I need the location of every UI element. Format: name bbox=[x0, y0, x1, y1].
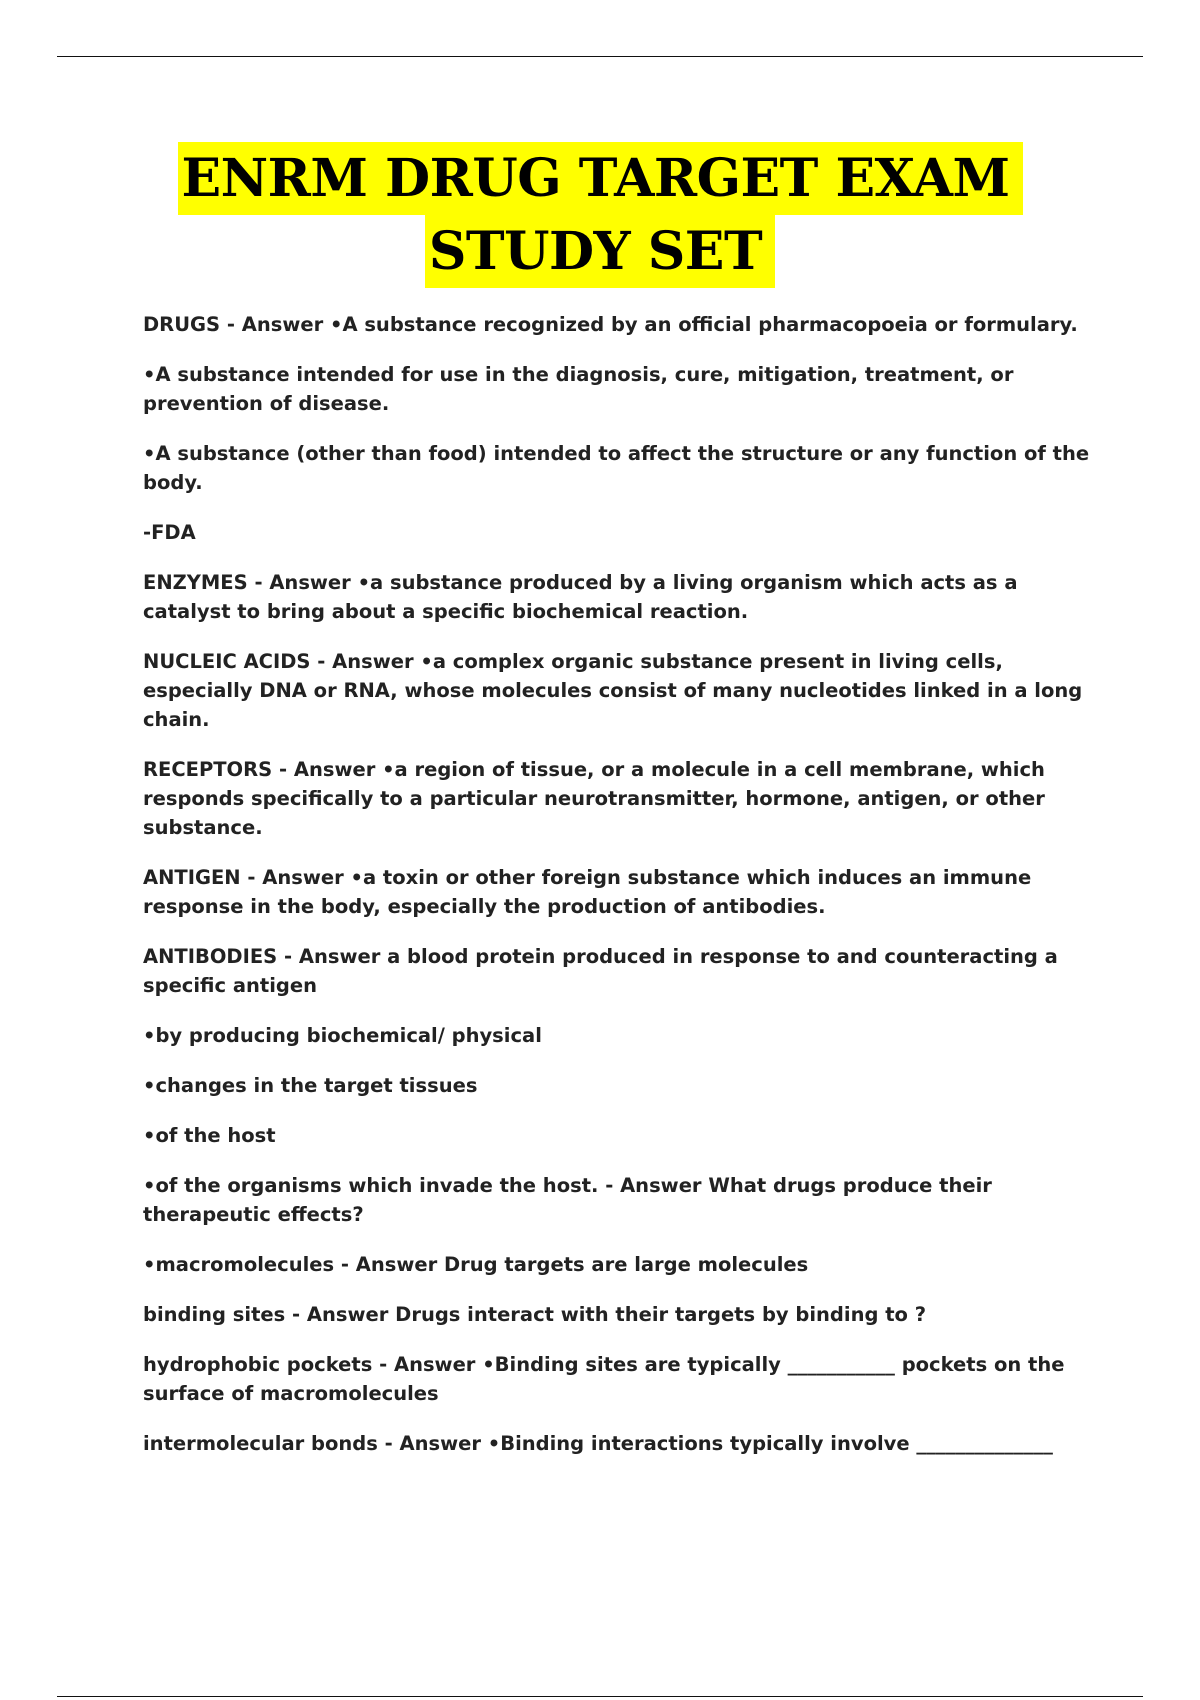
entry-text: ENZYMES - Answer •a substance produced by a living organism which acts as a catalyst to bring about a specific biochemical reaction. bbox=[143, 571, 1018, 623]
entry-drugs-bullet-1 bbox=[143, 360, 1103, 418]
entry-text: •macromolecules - Answer Drug targets are large molecules bbox=[143, 1253, 809, 1276]
entry-drugs bbox=[143, 310, 1103, 339]
entry-bullet-changes bbox=[143, 1071, 1103, 1100]
entry-text: NUCLEIC ACIDS - Answer •a complex organic substance present in living cells, especially DNA or RNA, whose molecules consist of many nucleotides linked in a long chain. bbox=[143, 650, 1083, 731]
entry-macromolecules bbox=[143, 1250, 1103, 1279]
entry-receptors bbox=[143, 755, 1103, 842]
entry-organisms bbox=[143, 1171, 1103, 1229]
entry-bullet-biochemical bbox=[143, 1021, 1103, 1050]
entry-text: •A substance intended for use in the diagnosis, cure, mitigation, treatment, or prevention of disease. bbox=[143, 363, 1014, 415]
entry-bullet-host bbox=[143, 1121, 1103, 1150]
document-title bbox=[0, 142, 1200, 288]
entry-text: RECEPTORS - Answer •a region of tissue, or a molecule in a cell membrane, which responds specifically to a particular neurotransmitter, hormone, antigen, or other substance. bbox=[143, 758, 1045, 839]
entry-nucleic-acids bbox=[143, 647, 1103, 734]
entry-text: hydrophobic pockets - Answer •Binding sites are typically ___________ pockets on the surface of macromolecules bbox=[143, 1353, 1065, 1405]
entry-text: •of the organisms which invade the host. - Answer What drugs produce their therapeutic effects? bbox=[143, 1174, 992, 1226]
entry-text: ANTIGEN - Answer •a toxin or other foreign substance which induces an immune response in the body, especially the production of antibodies. bbox=[143, 866, 1032, 918]
entry-enzymes bbox=[143, 568, 1103, 626]
entry-intermolecular-bonds bbox=[143, 1429, 1103, 1458]
entry-text: DRUGS - Answer •A substance recognized by an official pharmacopoeia or formulary. bbox=[143, 313, 1078, 336]
title-line-2: STUDY SET bbox=[425, 215, 775, 288]
entry-text: •of the host bbox=[143, 1124, 276, 1147]
entry-text: binding sites - Answer Drugs interact with their targets by binding to ? bbox=[143, 1303, 927, 1326]
entry-fda bbox=[143, 518, 1103, 547]
entry-hydrophobic-pockets bbox=[143, 1350, 1103, 1408]
title-line-1: ENRM DRUG TARGET EXAM bbox=[178, 142, 1023, 215]
entry-text: -FDA bbox=[143, 521, 196, 544]
entry-antibodies bbox=[143, 942, 1103, 1000]
entry-antigen bbox=[143, 863, 1103, 921]
entry-drugs-bullet-2 bbox=[143, 439, 1103, 497]
study-set-content bbox=[143, 310, 1103, 1479]
entry-text: •by producing biochemical/ physical bbox=[143, 1024, 542, 1047]
top-rule bbox=[57, 56, 1143, 57]
entry-text: •A substance (other than food) intended to affect the structure or any function of the body. bbox=[143, 442, 1090, 494]
entry-text: •changes in the target tissues bbox=[143, 1074, 478, 1097]
entry-text: ANTIBODIES - Answer a blood protein produced in response to and counteracting a specific antigen bbox=[143, 945, 1058, 997]
entry-binding-sites bbox=[143, 1300, 1103, 1329]
bottom-rule bbox=[57, 1696, 1143, 1697]
entry-text: intermolecular bonds - Answer •Binding interactions typically involve ______________ bbox=[143, 1432, 1053, 1455]
